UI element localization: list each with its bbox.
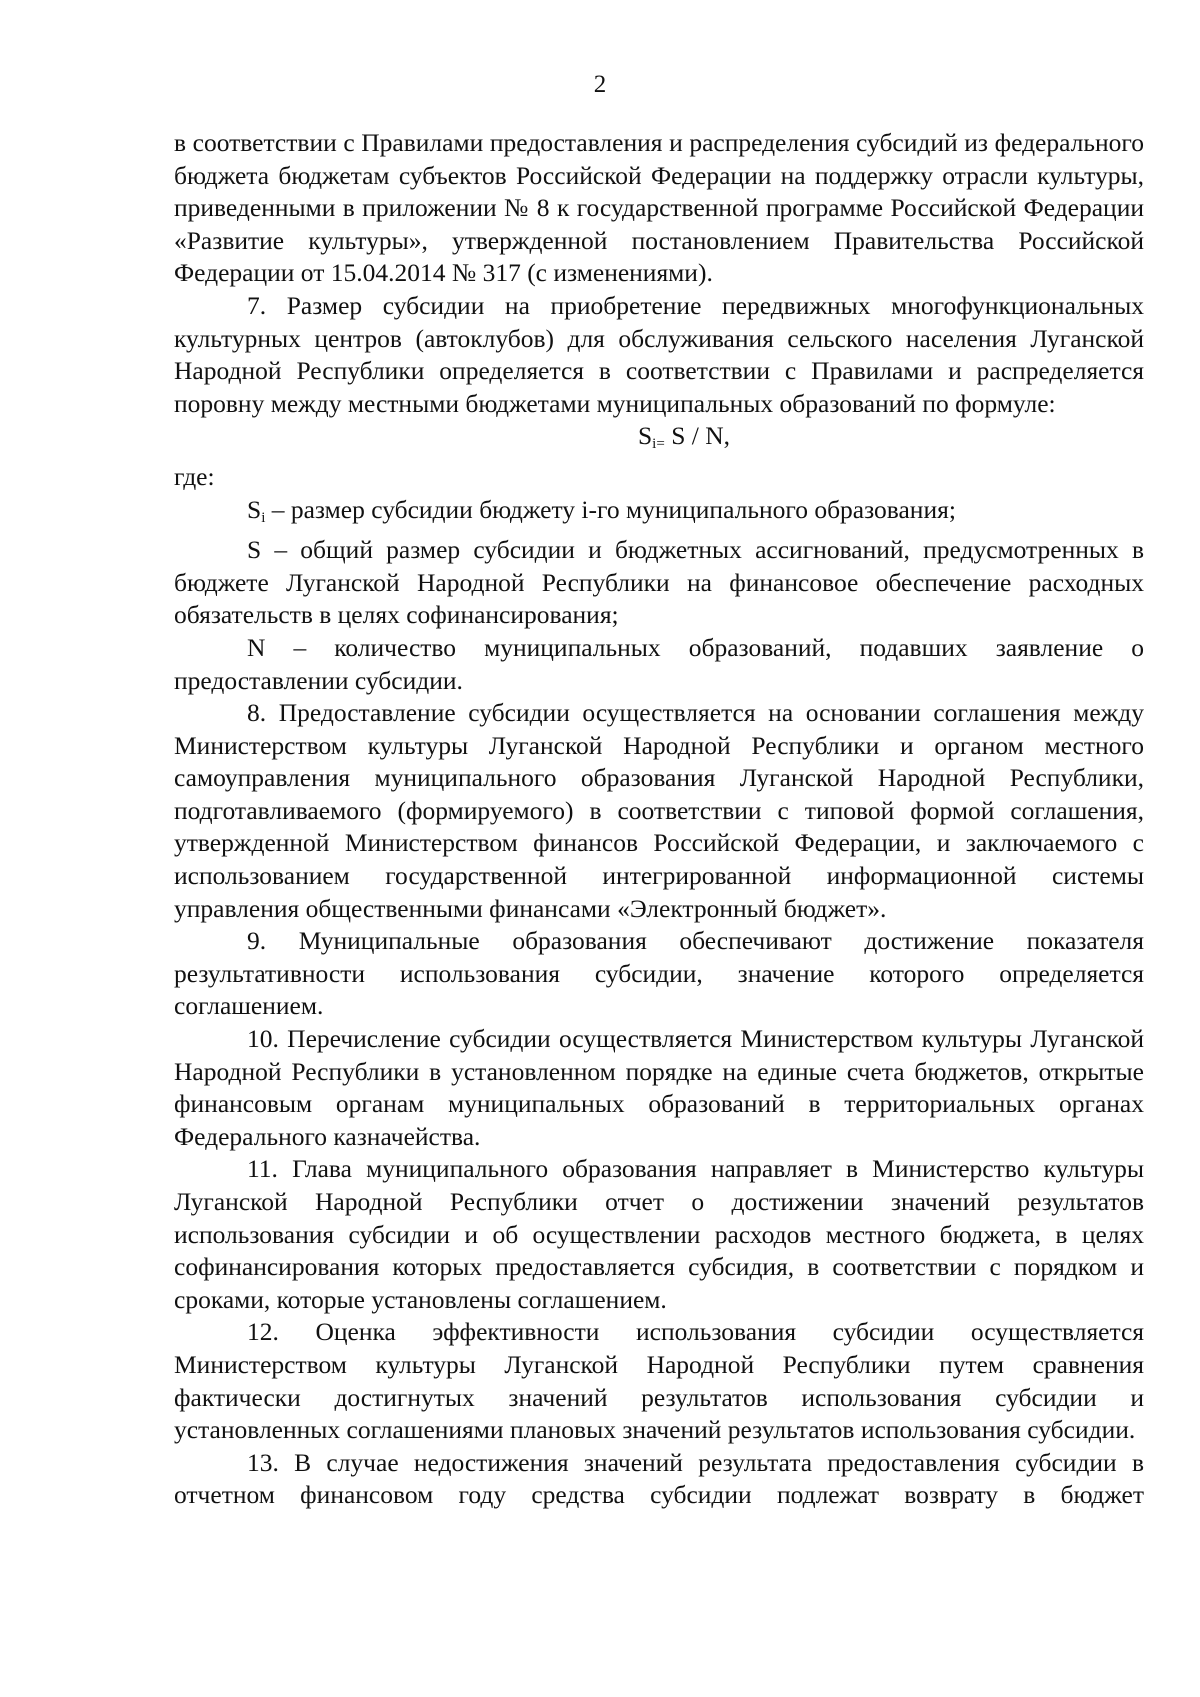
formula [174, 420, 1144, 461]
paragraph-8: 8. Предоставление субсидии осуществляется на основании соглашения между Министерством культуры Луганской Народной Республики и органом местного самоуправления муниципального образования Луганской Народной Республики, подготавливаемого (формируемого) в соответствии с типовой формой соглашения, утвержденной Министерством финансов Российской Федерации, и заключаемого с использованием государственной интегрированной информационной системы управления общественными финансами «Электронный бюджет». [174, 698, 1144, 923]
formula-equals: = [656, 436, 665, 453]
where-label: где: [174, 461, 215, 491]
paragraph-11: 11. Глава муниципального образования направляет в Министерство культуры Луганской Народной Республики отчет о достижении значений результатов использования субсидии и об осуществлении расходов местного бюджета, в целях софинансирования которых предоставляется субсидия, в соответствии с порядком и сроками, которые установлены соглашением. [174, 1154, 1144, 1314]
paragraph-12: 12. Оценка эффективности использования субсидии осуществляется Министерством культуры Луганской Народной Республики путем сравнения фактически достигнутых значений результатов использования субсидии и установленных соглашениями плановых значений результатов использования субсидии. [174, 1317, 1144, 1445]
formula-lhs: S [637, 421, 653, 451]
definition-si-symbol: S [247, 494, 262, 524]
paragraph-10: 10. Перечисление субсидии осуществляется Министерством культуры Луганской Народной Республики в установленном порядке на единые счета бюджетов, открытые финансовым органам муниципальных образований в территориальных органах Федерального казначейства. [174, 1024, 1144, 1151]
paragraph-9: 9. Муниципальные образования обеспечивают достижение показателя результативности использования субсидии, значение которого определяется соглашением. [174, 926, 1144, 1021]
paragraph-intro: в соответствии с Правилами предоставления и распределения субсидий из федерального бюджета бюджетам субъектов Российской Федерации на поддержку отрасли культуры, приведенными в приложении № 8 к государственной программе Российской Федерации «Развитие культуры», утвержденной постановлением Правительства Российской Федерации от 15.04.2014 № 317 (с изменениями). [174, 128, 1144, 288]
formula-rhs: S / N, [664, 421, 730, 451]
definition-si-subscript: i [261, 509, 266, 526]
paragraph-7: 7. Размер субсидии на приобретение передвижных многофункциональных культурных центров (автоклубов) для обслуживания сельского населения Луганской Народной Республики определяется в соответствии с Правилами и распределяется поровну между местными бюджетами муниципальных образований по формуле: [174, 290, 1144, 418]
definition-n: N – количество муниципальных образований, подавших заявление о предоставлении субсидии. [174, 632, 1144, 695]
formula-lhs-subscript: i [652, 436, 657, 453]
definition-si-text: – размер субсидии бюджету i-го муниципального образования; [265, 494, 956, 524]
definition-si [174, 494, 1144, 535]
paragraph-13: 13. В случае недостижения значений результата предоставления субсидии в отчетном финансовом году средства субсидии подлежат возврату в бюджет [174, 1447, 1144, 1510]
document-body [174, 127, 1144, 1512]
definition-s: S – общий размер субсидии и бюджетных ассигнований, предусмотренных в бюджете Луганской Народной Республики на финансовое обеспечение расходных обязательств в целях софинансирования; [174, 535, 1144, 630]
page-number: 2 [593, 71, 607, 98]
